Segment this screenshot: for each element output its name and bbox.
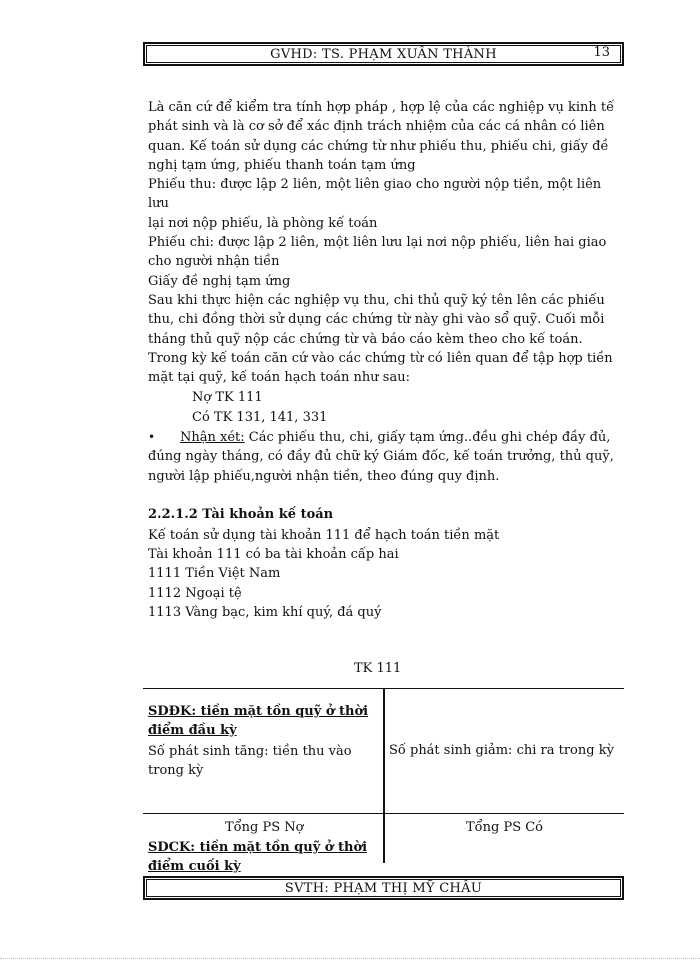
t-account-title: TK 111 bbox=[354, 661, 402, 676]
body-line: lại nơi nộp phiếu, là phòng kế toán bbox=[148, 215, 378, 231]
remark-text: Các phiếu thu, chi, giấy tạm ứng..đều ghi chép đầy đủ, bbox=[244, 430, 611, 445]
remark-paragraph bbox=[148, 428, 618, 486]
body-line: Là căn cứ để kiểm tra tính hợp pháp , hợp lệ của các nghiệp vụ kinh tế bbox=[148, 100, 615, 115]
body-line: Sau khi thực hiện các nghiệp vụ thu, chi thủ quỹ ký tên lên các phiếu bbox=[148, 292, 605, 308]
total-credit: Tổng PS Có bbox=[466, 820, 544, 835]
entry-debit: Nợ TK 111 bbox=[192, 390, 263, 405]
page-header bbox=[143, 42, 624, 66]
total-debit: Tổng PS Nợ bbox=[225, 820, 304, 835]
closing-balance bbox=[148, 838, 378, 874]
section-line: 1111 Tiền Việt Nam bbox=[148, 566, 281, 582]
section-heading: 2.2.1.2 Tài khoản kế toán bbox=[148, 507, 334, 522]
body-line: Phiếu thu: được lập 2 liên, một liên giao cho người nộp tiền, một liên lưu bbox=[148, 177, 602, 212]
page-footer bbox=[143, 876, 624, 900]
section-text bbox=[148, 526, 499, 622]
body-line: thu, chi đồng thời sử dụng các chứng từ này ghi vào sổ quỹ. Cuối mỗi bbox=[148, 312, 605, 328]
debit-increase bbox=[148, 742, 352, 780]
opening-balance-line-1: SDĐK: tiền mặt tồn quỹ ở thời bbox=[148, 704, 369, 719]
section-line: 1113 Vàng bạc, kim khí quý, đá quý bbox=[148, 604, 382, 620]
t-account-center-line bbox=[383, 688, 385, 863]
section-line: Kế toán sử dụng tài khoản 111 để hạch toán tiền mặt bbox=[148, 528, 500, 543]
header-title: GVHD: TS. PHẠM XUÂN THÀNH bbox=[270, 47, 497, 62]
opening-balance bbox=[148, 702, 368, 740]
body-line: Trong kỳ kế toán căn cứ vào các chứng từ có liên quan để tập hợp tiền bbox=[148, 350, 613, 366]
remark-label: Nhận xét: bbox=[180, 430, 245, 445]
body-line: Phiếu chi: được lập 2 liên, một liên lưu lại nơi nộp phiếu, liên hai giao bbox=[148, 235, 607, 251]
body-line: cho người nhận tiền bbox=[148, 254, 280, 270]
debit-increase-line-2: trong kỳ bbox=[148, 763, 204, 778]
t-account-totals-line bbox=[143, 813, 624, 814]
body-line: phát sinh và là cơ sở để xác định trách nhiệm của các cá nhân có liên bbox=[148, 119, 605, 135]
footer-title: SVTH: PHẠM THỊ MỸ CHÂU bbox=[284, 881, 483, 896]
body-line: nghị tạm ứng, phiếu thanh toán tạm ứng bbox=[148, 157, 416, 173]
opening-balance-line-2: điểm đầu kỳ bbox=[148, 723, 237, 738]
section-line: 1112 Ngoại tệ bbox=[148, 585, 242, 601]
section-line: Tài khoản 111 có ba tài khoản cấp hai bbox=[148, 547, 399, 563]
closing-balance-line-1: SDCK: tiền mặt tồn quỹ ở thời bbox=[148, 840, 368, 855]
credit-decrease: Số phát sinh giảm: chi ra trong kỳ bbox=[389, 743, 614, 758]
remark-line-3: người lập phiếu,người nhận tiền, theo đúng quy định. bbox=[148, 468, 500, 484]
remark-line-2: đúng ngày tháng, có đầy đủ chữ ký Giám đốc, kế toán trưởng, thủ quỹ, bbox=[148, 449, 614, 465]
entry-credit: Có TK 131, 141, 331 bbox=[192, 410, 328, 425]
body-line: tháng thủ quỹ nộp các chứng từ và báo cáo kèm theo cho kế toán. bbox=[148, 331, 583, 347]
page-number: 13 bbox=[593, 45, 610, 60]
debit-increase-line-1: Số phát sinh tăng: tiền thu vào bbox=[148, 744, 352, 759]
remark-line-1 bbox=[148, 428, 618, 447]
body-paragraph bbox=[148, 98, 618, 387]
body-line: Giấy đề nghị tạm ứng bbox=[148, 273, 291, 289]
body-line: mặt tại quỹ, kế toán hạch toán như sau: bbox=[148, 370, 410, 386]
body-line: quan. Kế toán sử dụng các chứng từ như phiếu thu, phiếu chi, giấy đề bbox=[148, 138, 609, 154]
closing-balance-line-2: điểm cuối kỳ bbox=[148, 859, 241, 874]
page-bottom-rule bbox=[0, 958, 700, 959]
bullet-icon: • bbox=[148, 430, 156, 444]
